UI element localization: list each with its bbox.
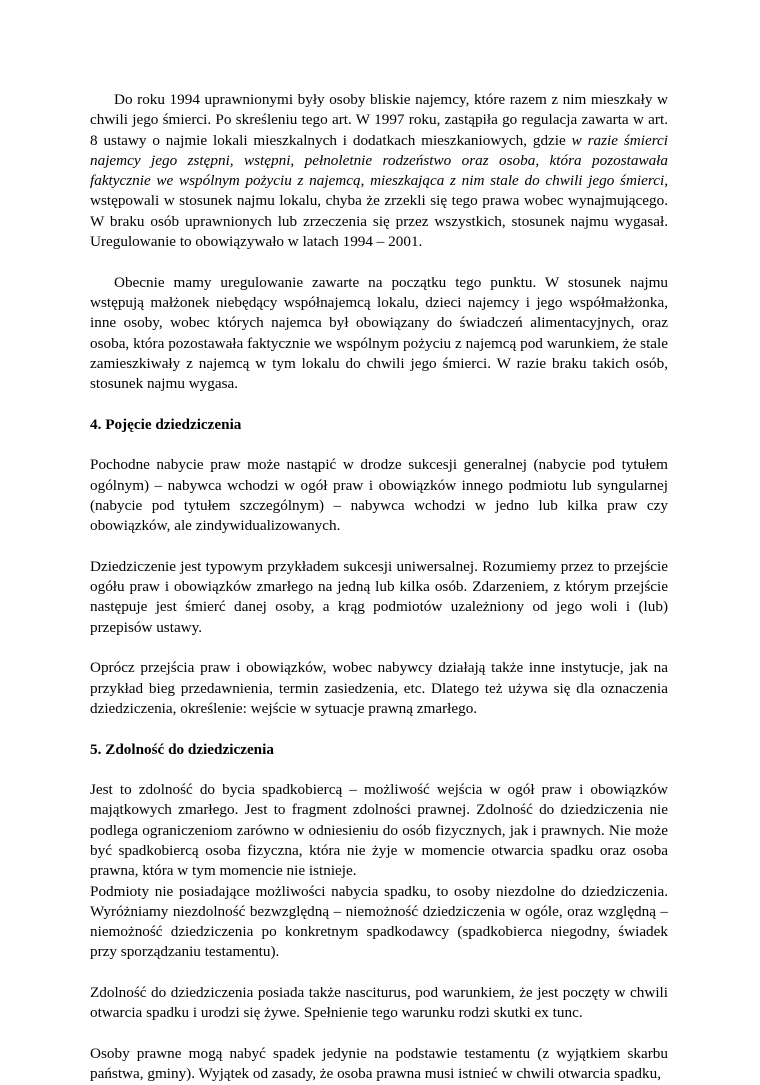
document-page (90, 90, 668, 1085)
spacer (90, 435, 668, 455)
paragraph-capacity-definition: Jest to zdolność do bycia spadkobiercą – możliwość wejścia w ogół praw i obowiązków majątkowych zmarłego. Jest to fragment zdolności prawnej. Zdolność do dziedziczenia nie podlega ograniczeniom zarówno w odniesieniu do osób fizycznych, jak i prawnych. Nie może być spadkobiercą osoba fizyczna, która nie żyje w momencie otwarcia spadku oraz osoba prawna, która w tym momencie nie istnieje. (90, 781, 668, 880)
spacer (90, 394, 668, 414)
spacer (90, 719, 668, 739)
paragraph-current-regulation: Obecnie mamy uregulowanie zawarte na początku tego punktu. W stosunek najmu wstępują małżonek niebędący współnajemcą lokalu, dzieci najemcy i jego współmałżonka, inne osoby, wobec których najemca był obowiązany do świadczeń alimentacyjnych, oraz osoba, która pozostawała faktycznie we wspólnym pożyciu z najemcą pod warunkiem, że stale zamieszkiwały z najemcą w tym lokalu do chwili jego śmierci. W razie braku takich osób, stosunek najmu wygasa. (90, 273, 668, 393)
statute-quote: w razie śmierci najemcy jego zstępni, wstępni, pełnoletnie rodzeństwo oraz osoba, która pozostawała faktycznie we wspólnym pożyciu z najemcą, mieszkająca z nim stale do chwili jego śmierci (90, 131, 668, 190)
section-heading-4: 4. Pojęcie dziedziczenia (90, 415, 242, 433)
spacer (90, 1024, 668, 1044)
spacer (90, 760, 668, 780)
spacer (90, 638, 668, 658)
paragraph-text: Do roku 1994 uprawnionymi były osoby bliskie najemcy, które razem z nim mieszkały w chwili jego śmierci. Po skreśleniu tego art. W 1997 roku, zastąpiła go regulacja zawarta w art. 8 ustawy o najmie lokali mieszkalnych i dodatkach mieszkaniowych, gdzie (90, 91, 668, 149)
paragraph-universal-succession: Dziedziczenie jest typowym przykładem sukcesji uniwersalnej. Rozumiemy przez to przejście ogółu praw i obowiązków zmarłego na jedną lub kilka osób. Zdarzeniem, z którym przejście następuje jest śmierć danej osoby, a krąg podmiotów uzależniony od jego woli i (lub) przepisów ustawy. (90, 557, 668, 636)
section-heading-5: 5. Zdolność do dziedziczenia (90, 740, 274, 758)
spacer (90, 963, 668, 983)
paragraph-legal-persons: Osoby prawne mogą nabyć spadek jedynie na podstawie testamentu (z wyjątkiem skarbu państwa, gminy). Wyjątek od zasady, że osoba prawna musi istnieć w chwili otwarcia spadku, (90, 1044, 668, 1083)
spacer (90, 252, 668, 272)
spacer (90, 537, 668, 557)
paragraph-inheritance-history (90, 90, 668, 252)
paragraph-incapacity: Podmioty nie posiadające możliwości nabycia spadku, to osoby niezdolne do dziedziczenia. Wyróżniamy niezdolność bezwzględną – niemożność dziedziczenia w ogóle, oraz względną – niemożność dziedziczenia po konkretnym spadkodawcy (spadkobierca niegodny, świadek przy sporządzaniu testamentu). (90, 882, 668, 961)
paragraph-text: , wstępowali w stosunek najmu lokalu, chyba że zrzekli się tego prawa wobec wynajmującego. W braku osób uprawnionych lub zrzeczenia się przez wszystkich, stosunek najmu wygasał. Uregulowanie to obowiązywało w latach 1994 – 2001. (90, 172, 668, 251)
paragraph-derivative-acquisition: Pochodne nabycie praw może nastąpić w drodze sukcesji generalnej (nabycie pod tytułem ogólnym) – nabywca wchodzi w ogół praw i obowiązków innego podmiotu lub syngularnej (nabycie pod tytułem szczególnym) – nabywca wchodzi w jedno lub kilka praw czy obowiązków, ale zindywidualizowanych. (90, 456, 668, 535)
paragraph-other-institutions: Oprócz przejścia praw i obowiązków, wobec nabywcy działają także inne instytucje, jak na przykład bieg przedawnienia, termin zasiedzenia, etc. Dlatego też używa się dla oznaczenia dziedziczenia, określenie: wejście w sytuacje prawną zmarłego. (90, 659, 668, 717)
paragraph-nasciturus: Zdolność do dziedziczenia posiada także nasciturus, pod warunkiem, że jest poczęty w chwili otwarcia spadku i urodzi się żywe. Spełnienie tego warunku rodzi skutki ex tunc. (90, 984, 668, 1022)
